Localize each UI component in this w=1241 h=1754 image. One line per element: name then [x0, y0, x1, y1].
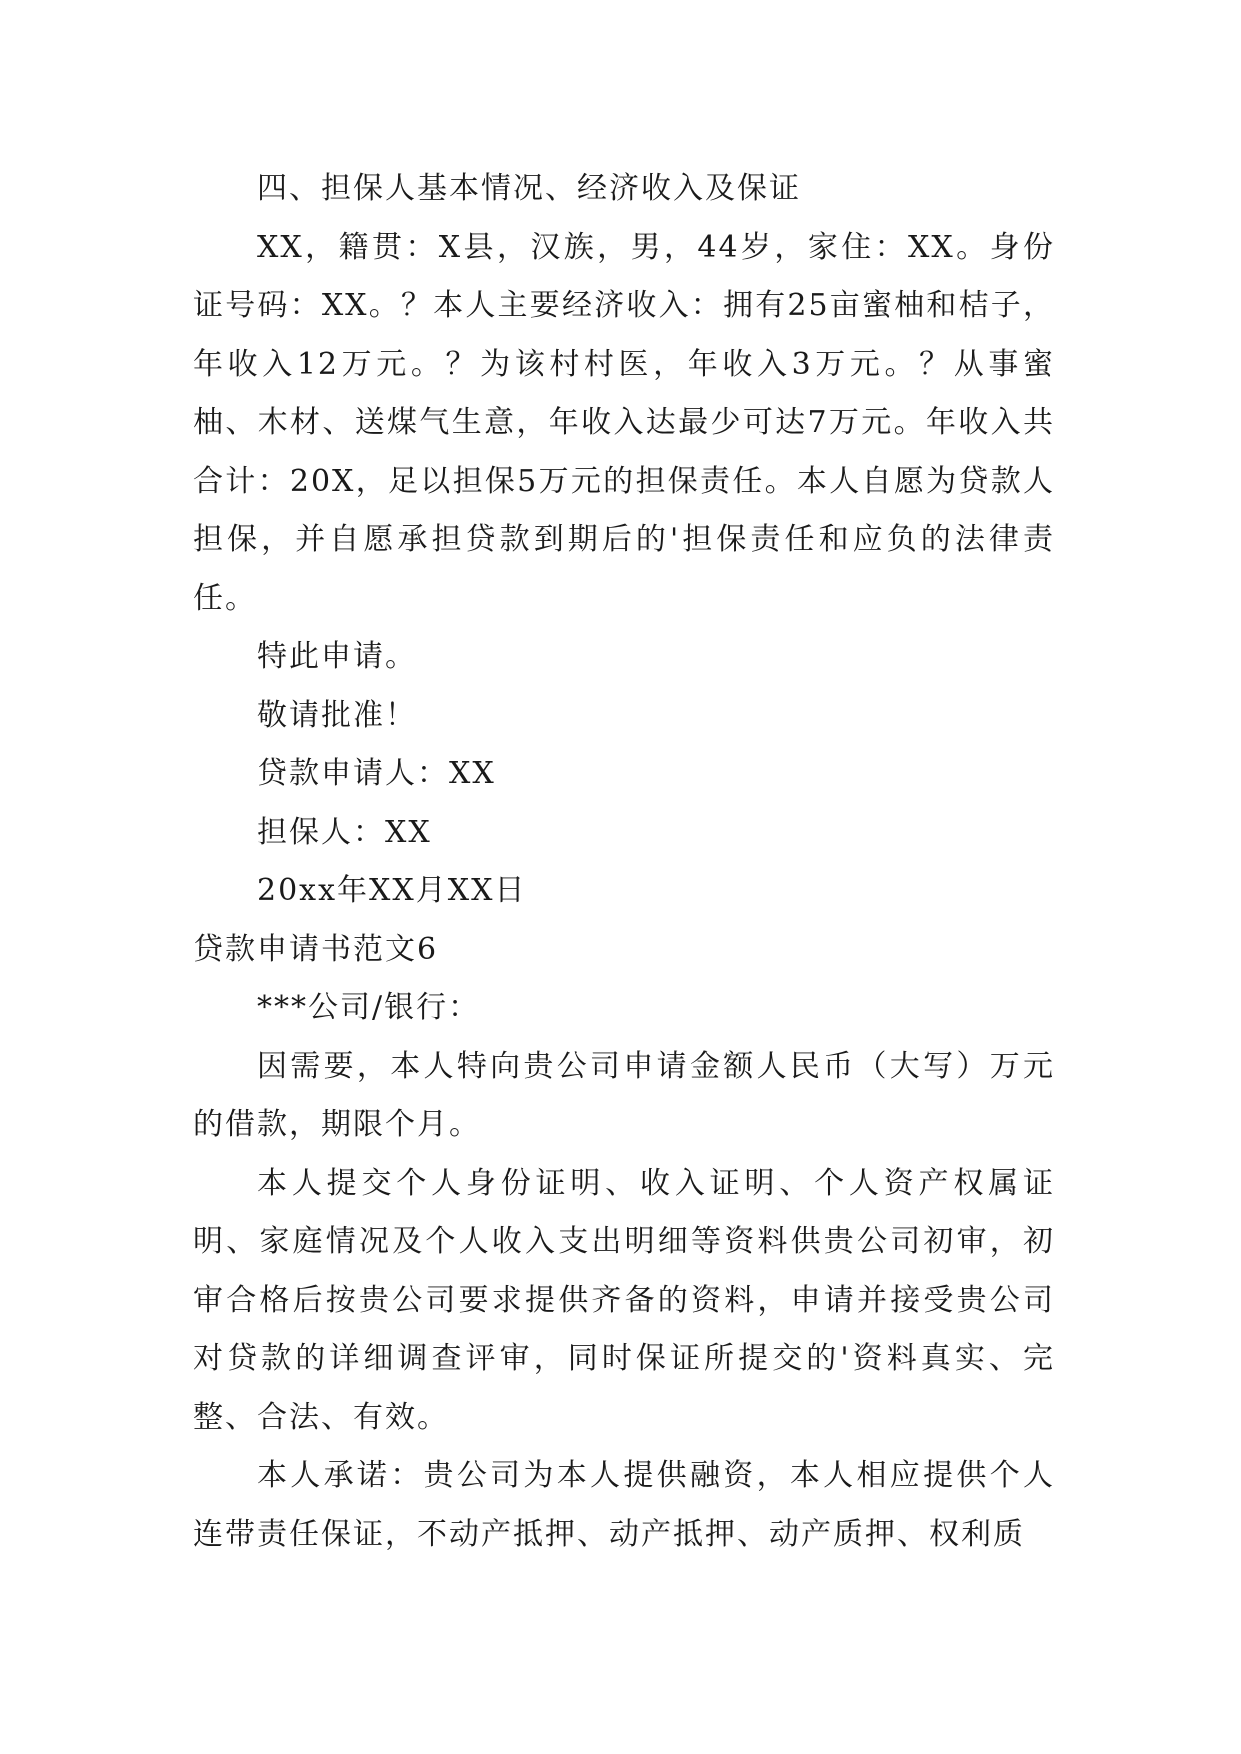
addressee-line: ***公司/银行：: [257, 990, 481, 1025]
section-title-sample-6: 贷款申请书范文6: [193, 931, 439, 967]
paragraph-commitment: 本人承诺：贵公司为本人提供融资，本人相应提供个人连带责任保证，不动产抵押、动产抵押、动产质押、权利质: [193, 1458, 1055, 1552]
section-heading-guarantor: 四、担保人基本情况、经济收入及保证: [257, 171, 801, 206]
signature-date: 20xx年XX月XX日: [257, 873, 527, 908]
signature-applicant: 贷款申请人：XX: [257, 756, 496, 791]
paragraph-guarantor-details: XX，籍贯：X县，汉族，男，44岁，家住：XX。身份证号码：XX。？本人主要经济收入：拥有25亩蜜柚和桔子，年收入12万元。？为该村村医，年收入3万元。？从事蜜柚、木材、送煤气生意，年收入达最少可达7万元。年收入共合计：20X，足以担保5万元的担保责任。本人自愿为贷款人担保，并自愿承担贷款到期后的'担保责任和应负的法律责任。: [193, 229, 1055, 616]
paragraph-submitted-documents: 本人提交个人身份证明、收入证明、个人资产权属证明、家庭情况及个人收入支出明细等资料供贵公司初审，初审合格后按贵公司要求提供齐备的资料，申请并接受贵公司对贷款的详细调查评审，同时保证所提交的'资料真实、完整、合法、有效。: [193, 1165, 1055, 1435]
paragraph-loan-request: 因需要，本人特向贵公司申请金额人民币（大写）万元的借款，期限个月。: [193, 1048, 1055, 1142]
signature-guarantor: 担保人：XX: [257, 814, 432, 850]
paragraph-approval-request: 敬请批准！: [257, 697, 417, 733]
paragraph-closing-request: 特此申请。: [257, 639, 417, 674]
document-body: [193, 160, 1055, 1564]
